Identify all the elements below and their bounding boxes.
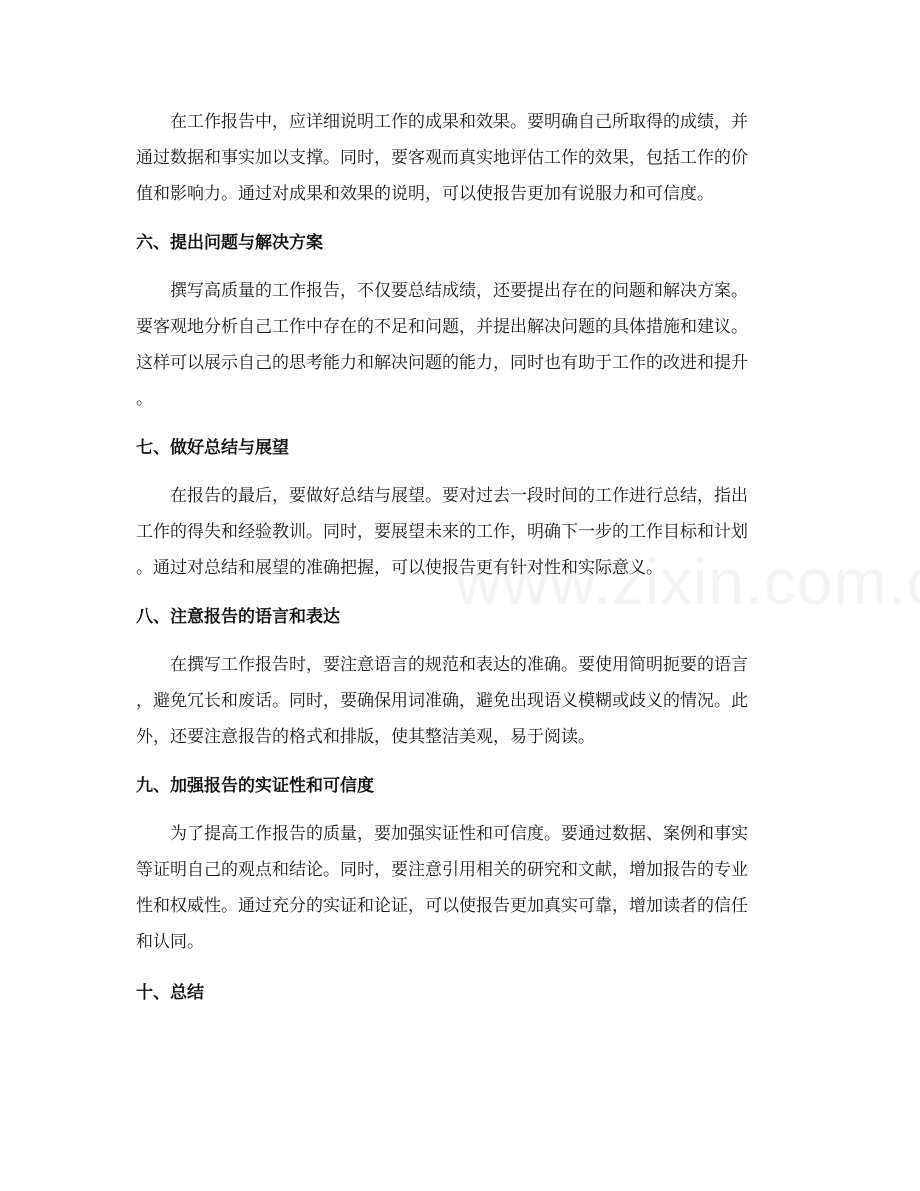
text-line: 在报告的最后，要做好总结与展望。要对过去一段时间的工作进行总结，指出: [136, 486, 748, 506]
text-line: 等证明自己的观点和结论。同时，要注意引用相关的研究和文献，增加报告的专业: [136, 860, 748, 880]
section-heading-6: 六、提出问题与解决方案: [136, 233, 323, 253]
text-line: 通过数据和事实加以支撑。同时，要客观而真实地评估工作的效果，包括工作的价: [136, 148, 748, 168]
section-heading-10: 十、总结: [136, 983, 204, 1003]
section-heading-9: 九、加强报告的实证性和可信度: [136, 776, 374, 796]
text-line: 为了提高工作报告的质量，要加强实证性和可信度。要通过数据、案例和事实: [136, 824, 748, 844]
text-line: 要客观地分析自己工作中存在的不足和问题，并提出解决问题的具体措施和建议。: [136, 317, 748, 337]
text-line: 工作的得失和经验教训。同时，要展望未来的工作，明确下一步的工作目标和计划: [136, 522, 748, 542]
text-line: 和认同。: [136, 932, 204, 952]
section-heading-8: 八、注意报告的语言和表达: [136, 607, 340, 627]
text-line: 这样可以展示自己的思考能力和解决问题的能力，同时也有助于工作的改进和提升: [136, 353, 748, 373]
text-line: 值和影响力。通过对成果和效果的说明，可以使报告更加有说服力和可信度。: [136, 184, 714, 204]
text-line: ，避免冗长和废话。同时，要确保用词准确，避免出现语义模糊或歧义的情况。此: [136, 691, 748, 711]
paragraph-summary-outlook: [136, 478, 796, 586]
text-line: 在撰写工作报告时，要注意语言的规范和表达的准确。要使用简明扼要的语言: [136, 655, 748, 675]
text-line: 。: [136, 389, 153, 409]
document-body: [136, 104, 796, 1008]
text-line: 外，还要注意报告的格式和排版，使其整洁美观，易于阅读。: [136, 727, 595, 747]
text-line: 在工作报告中，应详细说明工作的成果和效果。要明确自己所取得的成绩，并: [136, 112, 748, 132]
paragraph-evidence: [136, 816, 796, 960]
section-heading-7: 七、做好总结与展望: [136, 438, 289, 458]
paragraph-results: [136, 104, 796, 212]
paragraph-language: [136, 647, 796, 755]
paragraph-problems: [136, 273, 796, 417]
text-line: 性和权威性。通过充分的实证和论证，可以使报告更加真实可靠，增加读者的信任: [136, 896, 748, 916]
text-line: 。通过对总结和展望的准确把握，可以使报告更有针对性和实际意义。: [136, 558, 663, 578]
text-line: 撰写高质量的工作报告，不仅要总结成绩，还要提出存在的问题和解决方案。: [136, 281, 748, 301]
